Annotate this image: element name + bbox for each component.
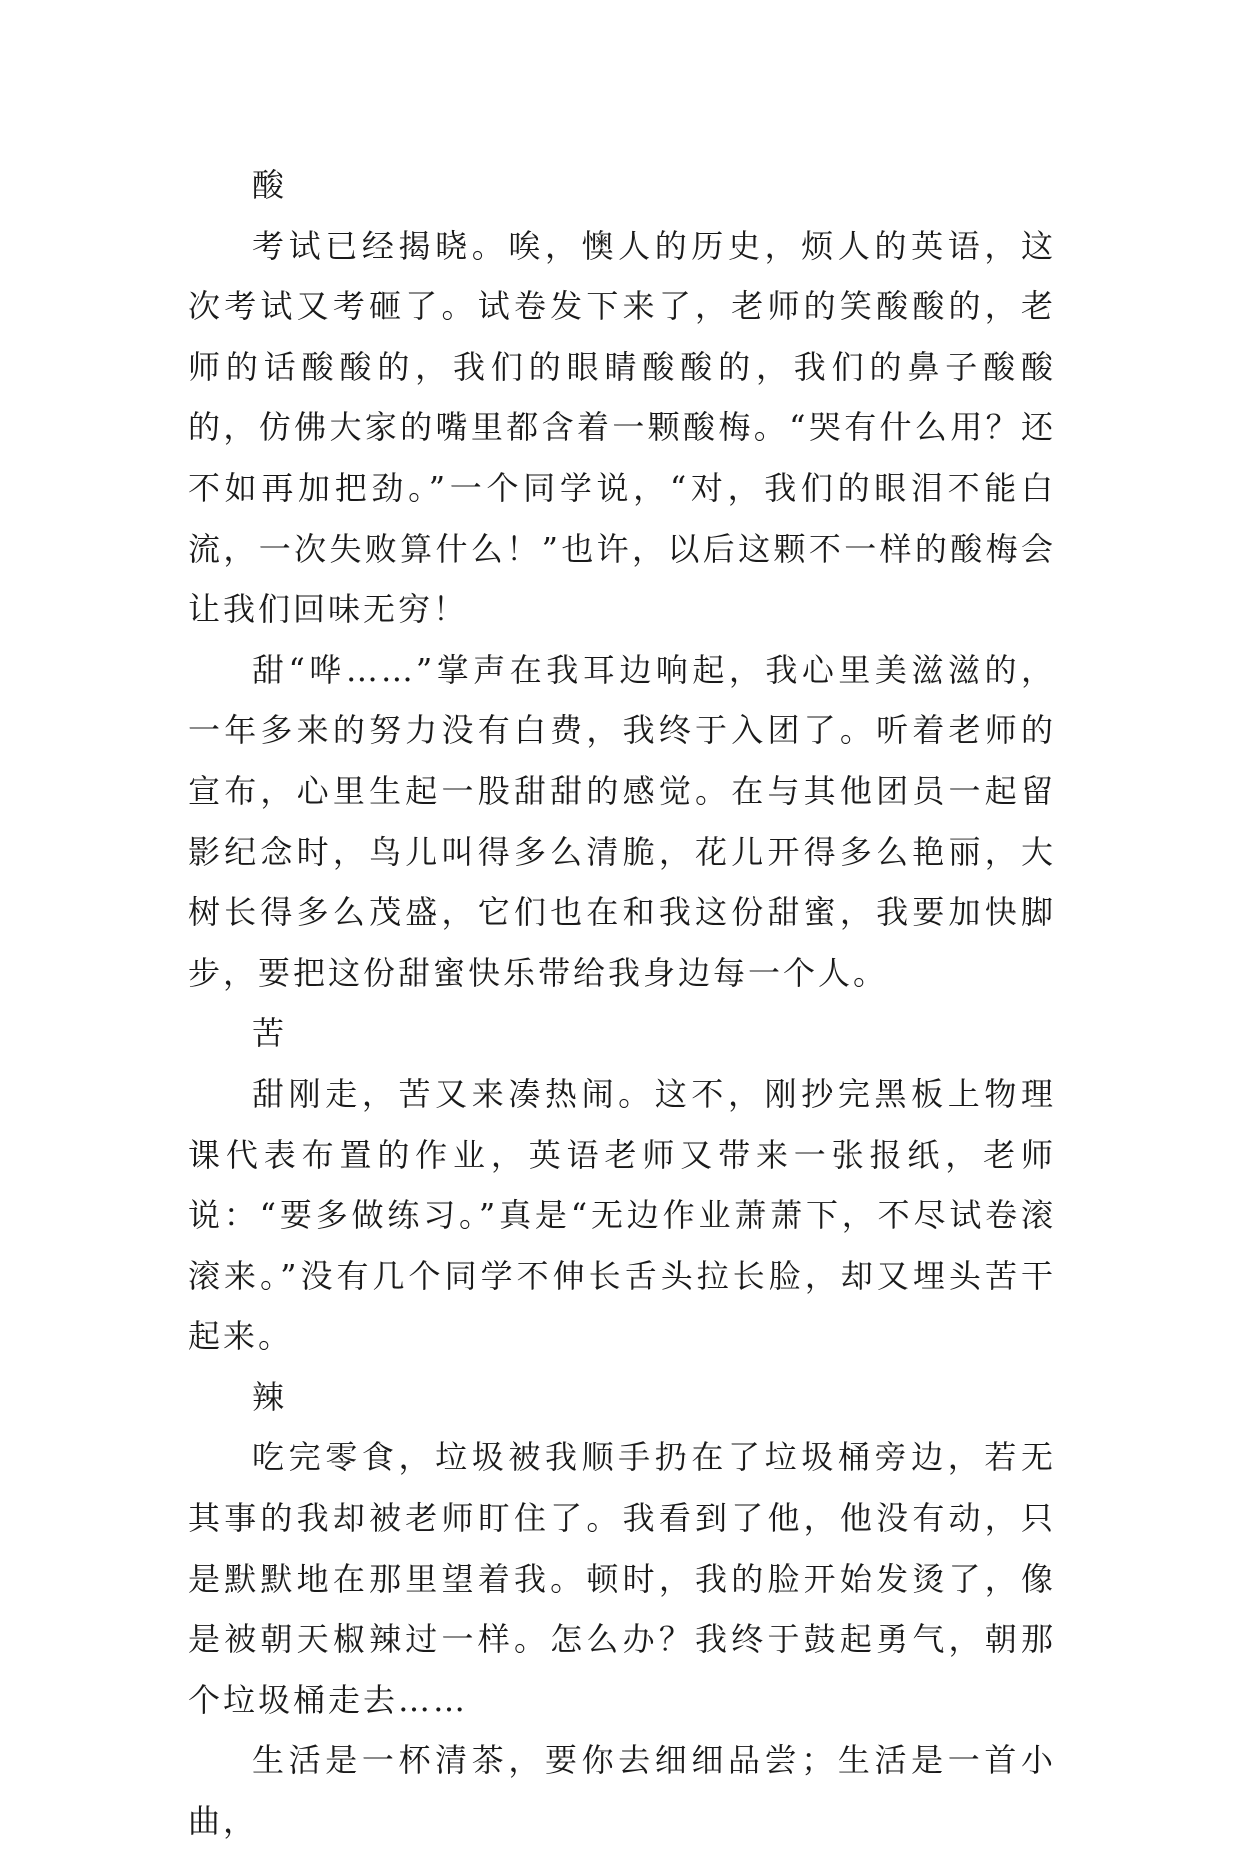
section-heading-spicy: 辣: [252, 1377, 288, 1416]
paragraph-sweet: 甜“哗……”掌声在我耳边响起，我心里美滋滋的，一年多来的努力没有白费，我终于入团了。听着老师的宣布，心里生起一股甜甜的感觉。在与其他团员一起留影纪念时，鸟儿叫得多么清脆，花儿开得多么艳丽，大树长得多么茂盛，它们也在和我这份甜蜜，我要加快脚步，要把这份甜蜜快乐带给我身边每一个人。: [188, 650, 1056, 992]
paragraph-conclusion: 生活是一杯清茶，要你去细细品尝；生活是一首小曲，: [188, 1741, 1056, 1841]
document-body: [188, 155, 1056, 1852]
paragraph-bitter: 甜刚走，苦又来凑热闹。这不，刚抄完黑板上物理课代表布置的作业，英语老师又带来一张报纸，老师说：“要多做练习。”真是“无边作业萧萧下，不尽试卷滚滚来。”没有几个同学不伸长舌头拉长脸，却又埋头苦干起来。: [188, 1074, 1056, 1356]
section-heading-sour: 酸: [252, 166, 288, 204]
paragraph-spicy: 吃完零食，垃圾被我顺手扔在了垃圾桶旁边，若无其事的我却被老师盯住了。我看到了他，他没有动，只是默默地在那里望着我。顿时，我的脸开始发烫了，像是被朝天椒辣过一样。怎么办？我终于鼓起勇气，朝那个垃圾桶走去……: [188, 1438, 1056, 1719]
section-heading-bitter: 苦: [252, 1014, 288, 1053]
paragraph-sour: 考试已经揭晓。唉，懊人的历史，烦人的英语，这次考试又考砸了。试卷发下来了，老师的笑酸酸的，老师的话酸酸的，我们的眼睛酸酸的，我们的鼻子酸酸的，仿佛大家的嘴里都含着一颗酸梅。“哭有什么用？还不如再加把劲。”一个同学说，“对，我们的眼泪不能白流，一次失败算什么！”也许，以后这颗不一样的酸梅会让我们回味无穷！: [188, 226, 1056, 629]
